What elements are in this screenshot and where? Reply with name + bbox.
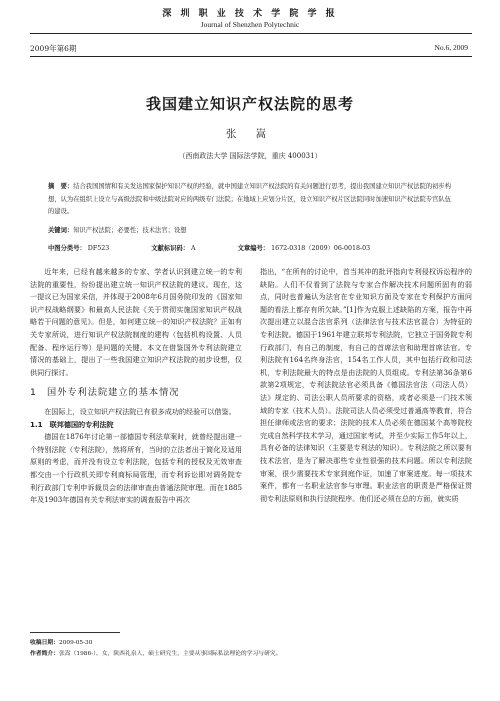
- article-author: 张 嵩: [225, 128, 275, 140]
- header-rule-top: [30, 33, 472, 34]
- journal-title-en: Journal of Shenzhen Polytechnic: [200, 20, 300, 29]
- article-title: 我国建立知识产权法院的思考: [145, 95, 354, 113]
- body-paragraph: 指出，“在所有的讨论中，首当其冲的批评指向专利侵权诉讼程序的缺陷。人们不仅看到了法院与专家合作解决技术问题所固有的弱点，同时也普遍认为法官在专业知识方面及专家在专利保护方面问题的看法上都存有所欠缺。”[1]作为克服上述缺陷的方案，报告中再次提出建立以混合法官系列（法律法官与技术法官混合）为特征的专利法院。德国于1961年建立联邦专利法院，它独立于国务院专利行政部门，有自己的制度，有自己的首席法官和助理首席法官。专利法院有164名终身法官，154名工作人员，其中包括行政和司法机，专利法院最大的特点是由法院的人员组成。专利法第36条第6款第2项规定，专利法院法官必须具备《德国法官法（司法人员）法》规定的、司法公职人员所要求的资格，或者必须是一门技术领域的专家（技术人员）。法院司法人员必须受过普通高等教育，符合担任律师或法官的要求；法院的技术人员必须在德国某个高等院校完成自然科学技术学习，通过国家考试，并至少实际工作5年以上，具有必备的法律知识（主要是专利法的知识）。专利法院之所以要有技术法官，是为了解决那些专业性很强的技术问题。所以专利法院审案，很少需要技术专家到庭作证，加速了审案进度。每一项技术案件，都有一名职业法官参与审理。职业法官的职责是严格保证贯彻专利法原则和执行法院程序。他们还必须在总的方面，就实质: [260, 267, 472, 503]
- body-paragraph: 在国际上，设立知识产权法院已有很多成功的经验可以借鉴。: [44, 406, 236, 416]
- issue-left: 2009年第6期: [30, 44, 77, 53]
- issue-right: No.6, 2009: [434, 43, 468, 52]
- body-column-right: [260, 266, 472, 505]
- subsection-heading: 1.1 联邦德国的专利法院: [30, 419, 114, 429]
- body-paragraph: 近年来，已经有越来越多的专家、学者认识到建立统一的专利法院的重要性，纷纷提出建立统一知识产权法院的建议。现在，这一提议已为国家采信，并体现于2008年6月国务院印发的《国家知识产权战略纲要》和最高人民法院《关于贯彻实施国家知识产权战略若干问题的意见》。但是，如何建立统一的知识产权法院？正如有关专家所说，进行知识产权法院制度的建构（包括机构设置、人员配备、程序运行等）是问题的关键。本文在借鉴国外专利法院建立情况的基础上，提出了一些我国建立知识产权法院的初步设想，仅供同行探讨。: [30, 267, 242, 377]
- article-meta: [48, 243, 468, 252]
- document-code: 文献标识码： A: [151, 245, 196, 252]
- footnote-received: 收稿日期：2009-05-30: [30, 640, 93, 646]
- keywords-label: 关键词：: [48, 227, 74, 234]
- abstract-text: 结合我国国情和有关发达国家保护知识产权的经验，就中国建立知识产权法院的有关问题进行思考，提出我国建立知识产权法院的初步构想，认为在组织上设立与高级法院和中级法院对应的两级专门法院；在地域上应划分片区，设立知识产权片区法院同时加速知识产权法院专官队伍的建设。: [48, 183, 451, 216]
- journal-title-cn: 深 圳 职 业 技 术 学 院 学 报: [162, 9, 338, 19]
- article-affiliation: （西南政法大学 国际法学院，重庆 400031）: [178, 152, 322, 160]
- body-column-left: [30, 266, 242, 507]
- footnote-rule: [30, 632, 120, 633]
- abstract: [48, 181, 456, 219]
- header-rule-bottom: [30, 56, 472, 57]
- section-heading: 1 国外专利法院建立的基本情况: [30, 387, 180, 399]
- article-id: 文章编号： 1672-0318（2009）06-0018-03: [237, 245, 371, 252]
- keywords: [48, 225, 456, 234]
- keywords-text: 知识产权法院；必要性；技术法官；设想: [73, 227, 187, 234]
- clc-number: 中图分类号： DF523: [48, 245, 110, 252]
- abstract-label: 摘 要：: [48, 183, 74, 190]
- footnote-author: 作者简介：张嵩（1986-），女，陕西礼泉人，硕士研究生，主要从事国际私法理论的学习与研究。: [30, 651, 282, 657]
- body-paragraph: 德国在1876年讨论第一部德国专利法草案时，就曾经提出建一个特别法院（专利法院），然将所有，当时的立法者出于简化及适用原则的考虑，而并没有设立专利法院，包括专利的授权及无效审查都交由一个行政机关即专利商标局管理，而专利诉讼即对调务院专利行政部门专利申诉裁员会的法律审查由普通法院审理。而在1885年及1903年德国有关专利法审实的调查报告中再次: [30, 432, 242, 505]
